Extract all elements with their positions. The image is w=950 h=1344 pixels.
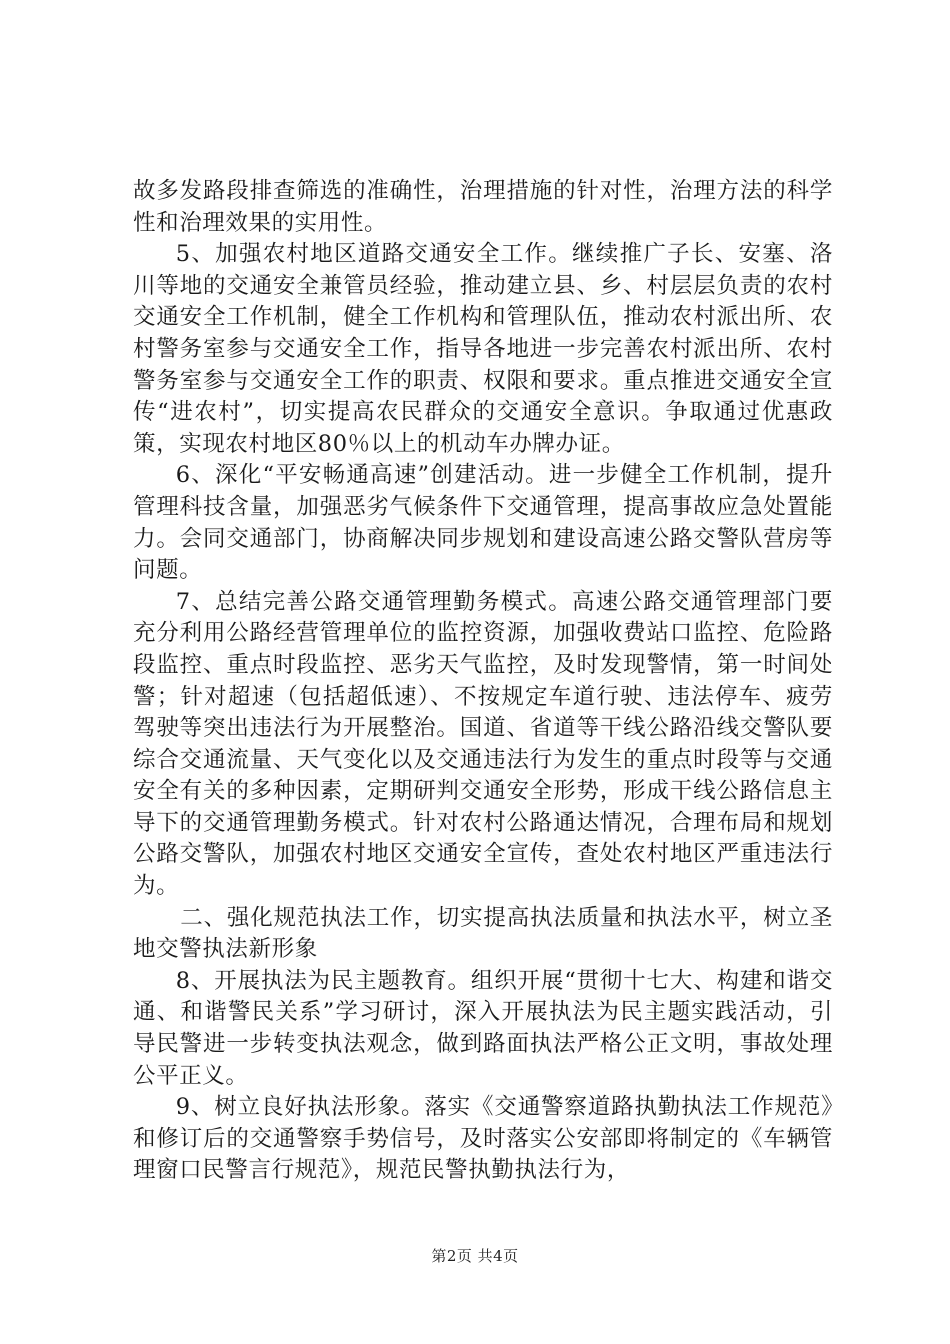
paragraph-item-7: 7、总结完善公路交通管理勤务模式。高速公路交通管理部门要充分利用公路经营管理单位的监控资源，加强收费站口监控、危险路段监控、重点时段监控、恶劣天气监控，及时发现警情，第一时间处警；针对超速（包括超低速）、不按规定车道行驶、违法停车、疲劳驾驶等突出违法行为开展整治。国道、省道等干线公路沿线交警队要综合交通流量、天气变化以及交通违法行为发生的重点时段等与交通安全有关的多种因素，定期研判交通安全形势，形成干线公路信息主导下的交通管理勤务模式。针对农村公路通达情况，合理布局和规划公路交警队，加强农村地区交通安全宣传，查处农村地区严重违法行为。 [133,588,833,900]
paragraph-item-5: 5、加强农村地区道路交通安全工作。继续推广子长、安塞、洛川等地的交通安全兼管员经验，推动建立县、乡、村层层负责的农村交通安全工作机制，健全工作机构和管理队伍，推动农村派出所、农村警务室参与交通安全工作，指导各地进一步完善农村派出所、农村警务室参与交通安全工作的职责、权限和要求。重点推进交通安全宣传“进农村”，切实提高农民群众的交通安全意识。争取通过优惠政策，实现农村地区80％以上的机动车办牌办证。 [133,241,833,457]
paragraph-continuation: 故多发路段排查筛选的准确性，治理措施的针对性，治理方法的科学性和治理效果的实用性。 [133,178,833,236]
paragraph-item-6: 6、深化“平安畅通高速”创建活动。进一步健全工作机制，提升管理科技含量，加强恶劣气候条件下交通管理，提高事故应急处置能力。会同交通部门，协商解决同步规划和建设高速公路交警队营房等问题。 [133,462,833,584]
paragraph-item-8: 8、开展执法为民主题教育。组织开展“贯彻十七大、构建和谐交通、和谐警民关系”学习研讨，深入开展执法为民主题实践活动，引导民警进一步转变执法观念，做到路面执法严格公正文明，事故处理公平正义。 [133,967,833,1089]
document-body [133,176,833,1187]
paragraph-item-9: 9、树立良好执法形象。落实《交通警察道路执勤执法工作规范》和修订后的交通警察手势信号，及时落实公安部即将制定的《车辆管理窗口民警言行规范》，规范民警执勤执法行为， [133,1094,833,1184]
page-number-footer: 第2页 共4页 [431,1247,519,1265]
section-heading-2: 二、强化规范执法工作，切实提高执法质量和执法水平，树立圣地交警执法新形象 [133,904,833,963]
